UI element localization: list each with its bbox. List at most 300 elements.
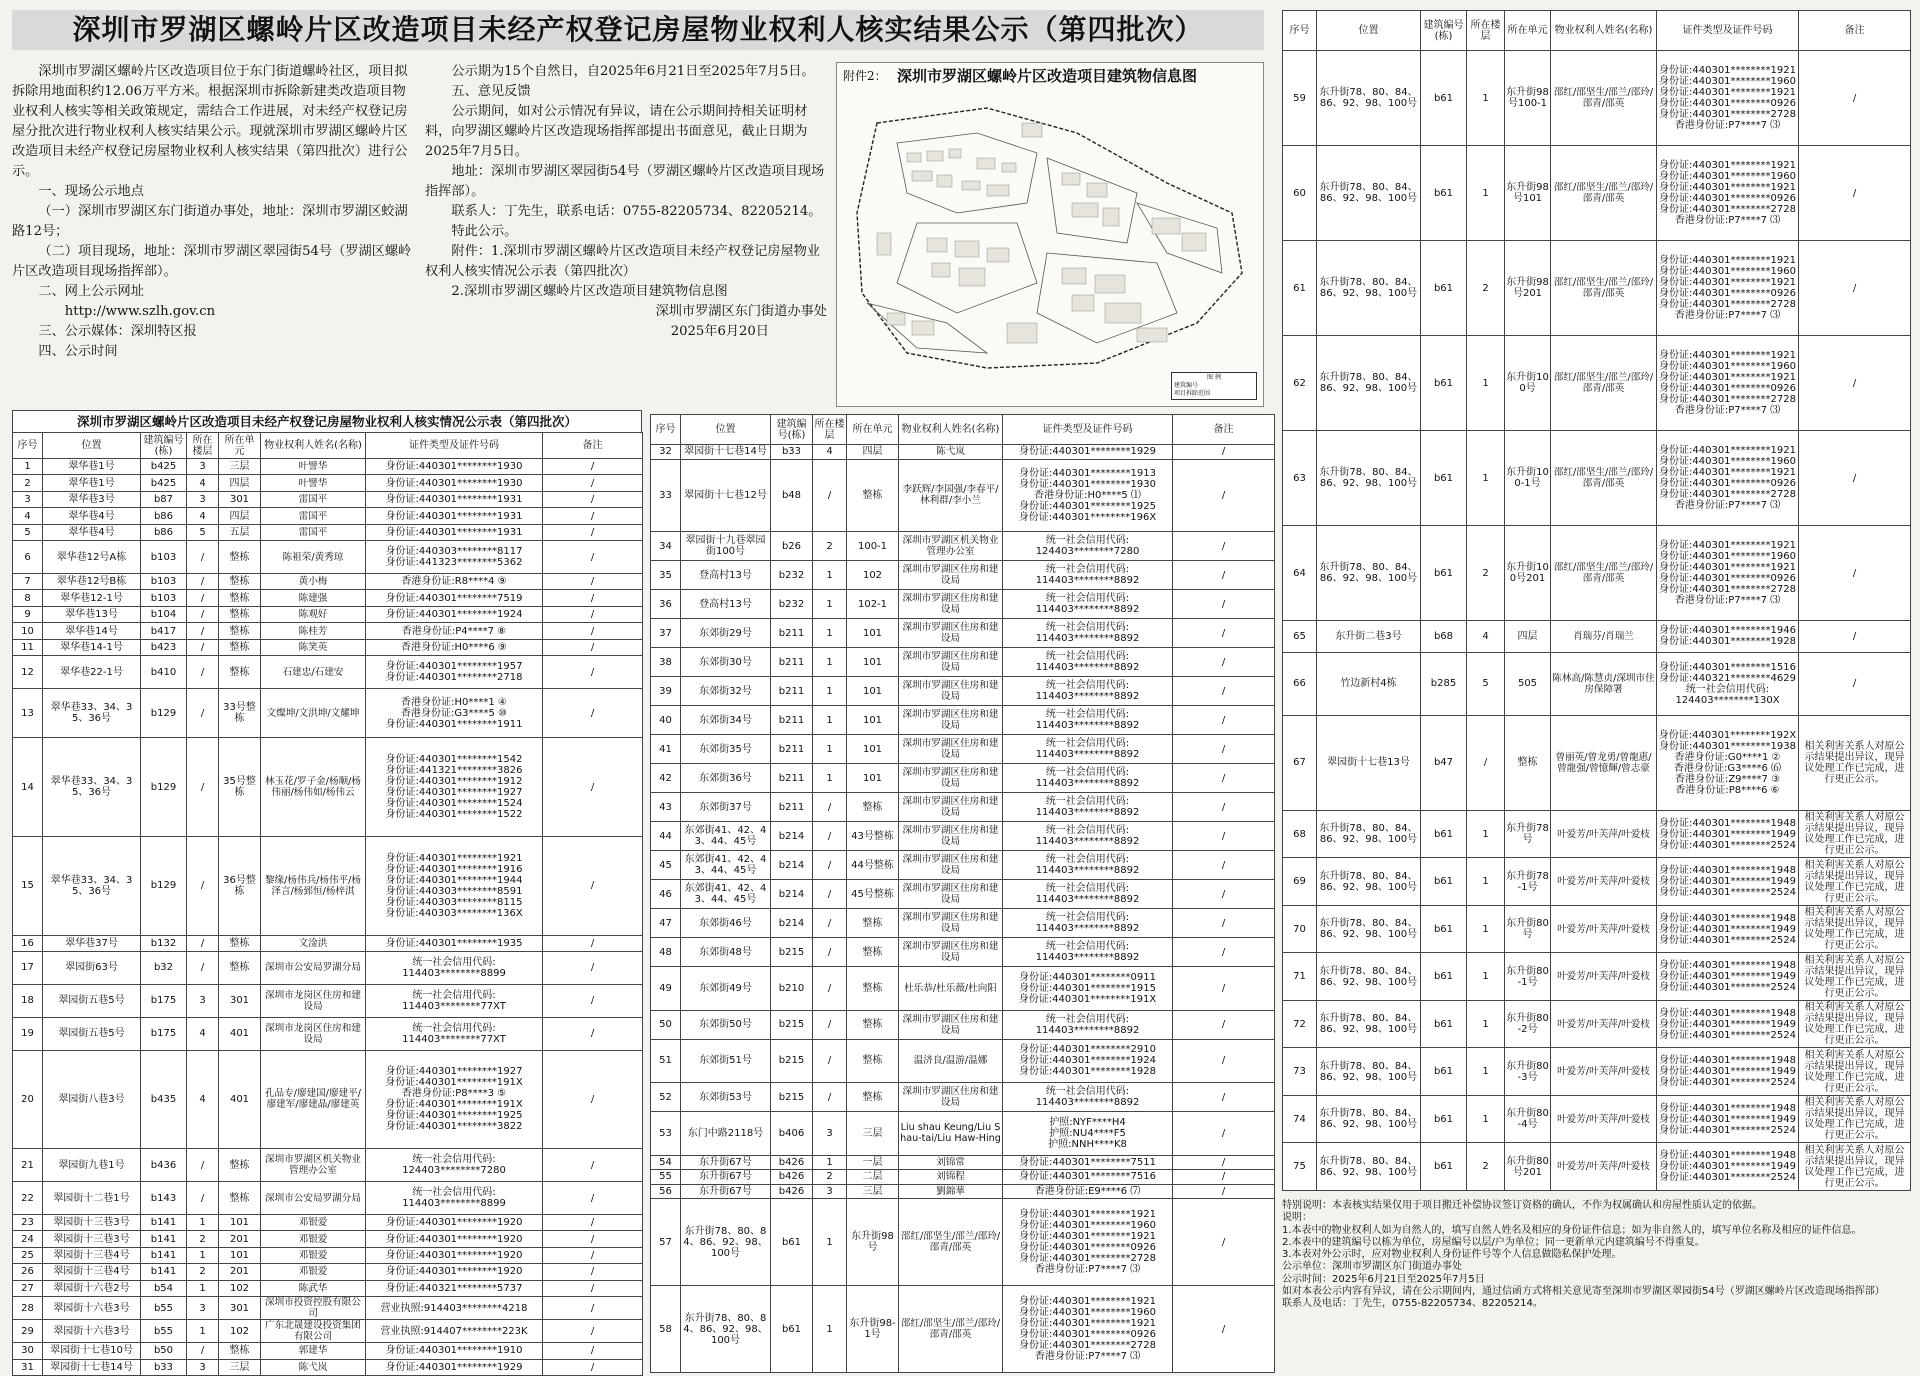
cell-unit [1505, 146, 1551, 241]
cell-unit [847, 1170, 899, 1185]
cell-line: 东升街78、80、84、86、92、98、100号 [1319, 870, 1418, 893]
cell-line: / [590, 477, 595, 489]
cell-unit [847, 764, 899, 793]
cell-id-number [366, 1297, 543, 1320]
cell-id-number [1003, 1112, 1173, 1156]
cell-line: 翠园街十七巷12号 [684, 489, 767, 501]
cell-floor [1467, 905, 1505, 953]
cell-line: 劉錦華 [936, 1185, 965, 1197]
cell-floor [187, 623, 219, 639]
cell-location [43, 984, 141, 1017]
cell-line: / [1221, 917, 1226, 929]
cell-owner [1551, 1000, 1657, 1048]
cell-line: 身份证:440301********1913 [1019, 467, 1156, 479]
cell-unit [219, 459, 261, 475]
cell-line: 东升街78号 [1506, 823, 1549, 846]
cell-id-number [1003, 532, 1173, 561]
cell-line: 6 [24, 551, 31, 563]
cell-floor [187, 475, 219, 491]
cell-seq [651, 851, 681, 880]
building-map-figure [836, 62, 1264, 407]
cell-floor [1467, 336, 1505, 431]
cell-line: 东郊街41、42、43、44、45号 [684, 883, 767, 905]
site-map [837, 63, 1265, 408]
cell-line: / [590, 962, 595, 974]
cell-building-code [771, 1199, 813, 1286]
cell-seq [13, 1297, 43, 1320]
cell-line: / [200, 625, 205, 637]
cell-line: 身份证:440301********1921 [1659, 87, 1796, 98]
cell-line: 身份证:440301********1948 [1659, 1007, 1796, 1019]
intro-middle-paragraph: 特此公示。 [451, 224, 518, 239]
cell-line: b211 [778, 627, 805, 639]
cell-seq [13, 837, 43, 936]
cell-location [43, 1214, 141, 1230]
cell-line: 翠园街十七巷14号 [684, 446, 767, 458]
table-caption: 深圳市罗湖区螺岭片区改造项目未经产权登记房屋物业权利人核实情况公示表（第四批次） [12, 410, 642, 432]
cell-line: / [1221, 1019, 1226, 1030]
cell-owner [899, 793, 1003, 822]
cell-line: / [1221, 1156, 1226, 1168]
cell-line: 深圳市投资控股有限公司 [265, 1297, 361, 1320]
table-row [651, 459, 1275, 532]
table-row [651, 532, 1275, 561]
cell-remarks [543, 1231, 643, 1247]
cell-floor [1467, 953, 1505, 1001]
cell-line: 深圳市罗湖区住房和建设局 [902, 1086, 999, 1108]
cell-line: b61 [1433, 1113, 1454, 1125]
cell-id-number [366, 738, 543, 837]
cell-location [681, 1112, 771, 1156]
cell-building-code [1421, 526, 1467, 621]
cell-line: 47 [659, 917, 672, 929]
cell-remarks [1173, 648, 1275, 677]
cell-unit [1505, 810, 1551, 858]
cell-line: 114403********8892 [1035, 720, 1140, 731]
cell-line: 整栋 [1517, 757, 1538, 769]
cell-unit [1505, 953, 1551, 1001]
cell-line: b61 [1433, 567, 1454, 579]
cell-line: / [590, 609, 595, 621]
cell-line: / [590, 494, 595, 506]
cell-line: / [1221, 685, 1226, 697]
cell-line: 71 [1293, 971, 1306, 983]
cell-location [43, 689, 141, 738]
cell-building-code [1421, 1143, 1467, 1191]
cell-seq [1283, 621, 1317, 653]
cell-owner [899, 1184, 1003, 1199]
cell-unit [847, 909, 899, 938]
cell-remarks [1799, 953, 1911, 1001]
cell-seq [13, 1359, 43, 1375]
cell-line: 身份证:440301********1931 [385, 526, 523, 538]
cell-line: 香港身份证:P7****7 ⑶ [1034, 1351, 1141, 1362]
cell-remarks [543, 524, 643, 540]
cell-line: 统一社会信用代码: [1045, 1086, 1130, 1097]
cell-line: b129 [150, 781, 177, 793]
cell-line: 刘锦常 [936, 1156, 965, 1168]
cell-line: 身份证:440301********2728 [1659, 489, 1796, 500]
table-row [13, 689, 643, 738]
cell-location [681, 764, 771, 793]
cell-owner [1551, 905, 1657, 953]
cell-line: / [200, 592, 205, 604]
cell-line: 统一社会信用代码: [1045, 796, 1130, 807]
cell-line: 身份证:440301********1916 [385, 863, 523, 875]
cell-floor [813, 735, 847, 764]
cell-line: 叶爱芳/叶芙萍/叶爱枝 [1557, 828, 1650, 840]
cell-line: 2 [1482, 282, 1489, 294]
cell-line: 香港身份证:H0****1 ④ [401, 696, 507, 708]
cell-line: 翠华巷12-1号 [60, 592, 123, 604]
cell-remarks [543, 738, 643, 837]
figure-title: 深圳市罗湖区螺岭片区改造项目建筑物信息图 [897, 67, 1198, 85]
cell-owner [899, 1112, 1003, 1156]
cell-line: 401 [229, 1093, 250, 1105]
cell-line: 1 [1482, 472, 1489, 484]
table-row [651, 1155, 1275, 1170]
cell-line: 身份证:440301********2524 [1659, 1029, 1796, 1041]
cell-line: 身份证:440301********1960 [1019, 1307, 1156, 1318]
cell-line: / [200, 1192, 205, 1204]
cell-remarks [1173, 619, 1275, 648]
cell-line: 东门中路2118号 [687, 1127, 764, 1139]
cell-line: 东升街78、80、84、86、92、98、100号 [1319, 277, 1418, 299]
cell-line: 114403********8892 [1035, 807, 1140, 818]
cell-seq [13, 1264, 43, 1280]
cell-line: 114403********8892 [1035, 691, 1140, 702]
cell-owner [899, 1010, 1003, 1039]
cell-line: 叶爱芳/叶芙萍/叶爱枝 [1557, 923, 1650, 935]
cell-id-number [1003, 1155, 1173, 1170]
cell-line: 杜乐恭/杜乐薇/杜向阳 [904, 982, 997, 994]
cell-line: 统一社会信用代码: [1045, 651, 1130, 662]
cell-line: 201 [229, 1266, 250, 1278]
cell-remarks [543, 475, 643, 491]
cell-line: / [590, 880, 595, 892]
cell-line: 身份证:440301********1925 [1019, 500, 1156, 512]
cell-owner [261, 1264, 366, 1280]
cell-unit [219, 1231, 261, 1247]
cell-line: 整栋 [862, 1091, 883, 1103]
cell-owner [261, 1017, 366, 1050]
cell-line: b214 [778, 917, 805, 929]
cell-remarks [1173, 1170, 1275, 1185]
cell-line: 身份证:441321********3826 [385, 765, 523, 777]
cell-building-code [141, 689, 187, 738]
cell-line: 身份证:440301********1930 [385, 477, 523, 489]
cell-line: 身份证:440301********2910 [1019, 1044, 1156, 1056]
cell-line: 东升街98号201 [1506, 277, 1549, 299]
cell-unit [847, 967, 899, 1011]
cell-line: / [1221, 598, 1226, 610]
cell-line: b87 [153, 494, 174, 506]
cell-line: 身份证:440301********1921 [1019, 1231, 1156, 1242]
intro-middle-paragraph: 公示期为15个自然日，自2025年6月21日至2025年7月5日。 [451, 64, 815, 79]
cell-remarks [1173, 735, 1275, 764]
cell-line: b86 [153, 526, 174, 538]
note-line: 1.本表中的物业权利人如为自然人的，填写自然人姓名及相应的身份证件信息；如为非自然人的，填写单位名称及相应的证件信息。 [1282, 1224, 1862, 1236]
header-floor: 所在楼层 [1467, 11, 1505, 51]
cell-line: 翠园街十七巷14号 [50, 1361, 133, 1373]
cell-seq [13, 1247, 43, 1263]
cell-location [1317, 1095, 1421, 1143]
cell-line: b61 [1433, 971, 1454, 983]
cell-line: 身份证:440301********2524 [1659, 934, 1796, 946]
cell-unit [219, 1359, 261, 1375]
cell-line: 整栋 [229, 1192, 250, 1204]
cell-unit [219, 1264, 261, 1280]
cell-line: 身份证:440301********1949 [1659, 1161, 1796, 1173]
cell-line: 身份证:440301********1960 [1659, 361, 1796, 372]
cell-remarks [543, 590, 643, 606]
cell-seq [651, 1286, 681, 1373]
cell-floor [187, 491, 219, 507]
cell-unit [219, 1017, 261, 1050]
cell-line: / [1221, 946, 1226, 958]
cell-building-code [141, 1182, 187, 1215]
cell-remarks [543, 1214, 643, 1230]
cell-owner [261, 935, 366, 951]
cell-owner [261, 656, 366, 689]
cell-line: 香港身份证:P7****7 ⑶ [1674, 310, 1781, 321]
header-building-code: 建筑编号(栋) [1421, 11, 1467, 51]
cell-unit [219, 738, 261, 837]
cell-line: 27 [21, 1282, 34, 1294]
cell-owner [261, 639, 366, 655]
cell-building-code [141, 1050, 187, 1149]
cell-floor [813, 909, 847, 938]
cell-line: 身份证:440301********1948 [1659, 912, 1796, 924]
cell-line: 2 [1482, 567, 1489, 579]
cell-line: 身份证:440301********1949 [1659, 1018, 1796, 1030]
cell-line: 101 [862, 656, 883, 668]
cell-line: 翠华巷1号 [68, 477, 115, 489]
cell-remarks [1173, 938, 1275, 967]
cell-line: b32 [153, 962, 174, 974]
cell-remarks [543, 541, 643, 574]
table-row [13, 1214, 643, 1230]
cell-id-number [366, 1231, 543, 1247]
cell-line: b211 [778, 743, 805, 755]
cell-floor [813, 459, 847, 532]
cell-id-number [1657, 905, 1799, 953]
cell-line: 五层 [229, 526, 250, 538]
header-owner: 物业权利人姓名(名称) [899, 415, 1003, 445]
table-row [1283, 526, 1911, 621]
cell-line: 身份证:440301********1928 [1659, 636, 1796, 648]
cell-line: / [200, 551, 205, 563]
cell-line: 深圳市罗湖区住房和建设局 [902, 709, 999, 731]
header-location: 位置 [1317, 11, 1421, 51]
cell-line: 统一社会信用代码: [412, 989, 496, 1001]
cell-line: 1 [24, 461, 31, 473]
cell-id-number [1003, 1010, 1173, 1039]
cell-floor [187, 524, 219, 540]
cell-seq [651, 677, 681, 706]
cell-line: 身份证:440301********1949 [1659, 876, 1796, 888]
table-row [13, 1264, 643, 1280]
cell-seq [651, 764, 681, 793]
cell-seq [13, 1050, 43, 1149]
cell-line: 15 [21, 880, 34, 892]
cell-line: 28 [21, 1302, 34, 1314]
cell-line: 3 [826, 1185, 833, 1197]
cell-owner [261, 508, 366, 524]
cell-line: 翠华巷1号 [68, 461, 115, 473]
table-row [1283, 858, 1911, 906]
cell-owner [899, 532, 1003, 561]
cell-building-code [1421, 336, 1467, 431]
cell-owner [261, 984, 366, 1017]
cell-id-number [1003, 1199, 1173, 1286]
cell-line: 相关利害关系人对原公示结果提出异议，现异议处理工作已完成，进行更正公示。 [1804, 1097, 1905, 1142]
cell-remarks [543, 1264, 643, 1280]
cell-line: 114403********8892 [1035, 1097, 1140, 1108]
cell-remarks [543, 1359, 643, 1375]
cell-building-code [1421, 905, 1467, 953]
cell-line: 东升街78、80、84、86、92、98、100号 [1319, 87, 1418, 109]
cell-seq [651, 532, 681, 561]
cell-line: 身份证:440301********2728 [1659, 584, 1796, 595]
cell-building-code [771, 764, 813, 793]
cell-line: 深圳市龙岗区住房和建设局 [265, 989, 361, 1012]
cell-line: 翠华巷13号 [65, 609, 118, 621]
cell-line: 114403********8892 [1035, 836, 1140, 847]
cell-line: 身份证:440301********2728 [1019, 1340, 1156, 1351]
cell-line: b48 [781, 489, 802, 501]
cell-line: 黎缘/杨伟兵/杨伟平/杨泽言/杨郅恒/杨梓淇 [264, 874, 362, 897]
cell-line: 身份证:440301********0926 [1659, 573, 1796, 584]
cell-id-number [1657, 1048, 1799, 1096]
cell-line: 身份证:440303********8117 [385, 546, 523, 558]
cell-line: 四层 [1517, 630, 1538, 642]
cell-owner [261, 1149, 366, 1182]
cell-floor [813, 764, 847, 793]
cell-line: / [1221, 446, 1226, 458]
cell-owner [261, 1343, 366, 1359]
cell-line: / [590, 1345, 595, 1357]
cell-line: 身份证:440301********1920 [385, 1217, 523, 1229]
cell-line: 东升街67号 [699, 1171, 752, 1183]
cell-line: 19 [21, 1028, 34, 1040]
cell-line: b410 [150, 666, 177, 678]
cell-id-number [1657, 431, 1799, 526]
cell-building-code [771, 1112, 813, 1156]
cell-line: 东郊街37号 [699, 801, 752, 813]
cell-location [1317, 526, 1421, 621]
cell-remarks [543, 459, 643, 475]
cell-seq [1283, 241, 1317, 336]
cell-building-code [141, 1320, 187, 1343]
cell-floor [187, 1231, 219, 1247]
cell-line: 29 [21, 1325, 34, 1337]
cell-owner [261, 590, 366, 606]
cell-line: 香港身份证:G3****5 ⑩ [401, 707, 507, 719]
intro-middle-paragraph: 地址：深圳市罗湖区翠园街54号（罗湖区螺岭片区改造项目现场指挥部）。 [425, 164, 825, 199]
cell-seq [13, 606, 43, 622]
cell-unit [1505, 51, 1551, 146]
header-unit: 所在单元 [1505, 11, 1551, 51]
cell-seq [13, 1280, 43, 1296]
cell-line: 身份证:440301********1949 [1659, 1113, 1796, 1125]
header-unit: 所在单元 [219, 433, 261, 459]
cell-line: 深圳市罗湖区住房和建设局 [902, 738, 999, 760]
header-floor: 所在楼层 [187, 433, 219, 459]
table-row [1283, 621, 1911, 653]
cell-line: b215 [778, 1019, 805, 1030]
cell-line: 身份证:440301********1929 [385, 1361, 523, 1373]
cell-line: 香港身份证:P7****7 ⑶ [1034, 1264, 1141, 1275]
cell-unit [219, 935, 261, 951]
cell-remarks [543, 1247, 643, 1263]
cell-line: 505 [1517, 678, 1538, 690]
cell-line: 12 [21, 666, 34, 678]
cell-line: 统一社会信用代码: [412, 1022, 496, 1034]
cell-location [43, 1280, 141, 1296]
cell-id-number [366, 1280, 543, 1296]
cell-line: 身份证:440301********1931 [385, 494, 523, 506]
cell-building-code [1421, 953, 1467, 1001]
cell-line: / [590, 576, 595, 588]
cell-line: b175 [150, 995, 177, 1007]
table-row [1283, 715, 1911, 810]
cell-line: 2 [826, 540, 833, 552]
cell-line: 身份证:440301********1928 [1019, 1066, 1156, 1078]
table-row [651, 1112, 1275, 1156]
cell-line: 31 [21, 1361, 34, 1373]
cell-line: 5 [24, 526, 31, 538]
cell-line: / [1221, 1236, 1226, 1248]
cell-line: 5 [199, 526, 206, 538]
cell-seq [1283, 715, 1317, 810]
cell-line: 陈武华 [298, 1282, 328, 1294]
cell-unit [219, 623, 261, 639]
cell-line: b61 [1433, 828, 1454, 840]
cell-seq [1283, 1143, 1317, 1191]
cell-line: 1 [1482, 971, 1489, 983]
cell-line: 东升街98-1号 [849, 1318, 896, 1340]
cell-building-code [141, 1359, 187, 1375]
cell-line: 身份证:440301********1948 [1659, 960, 1796, 972]
cell-seq [651, 909, 681, 938]
cell-remarks [543, 1149, 643, 1182]
rights-table-part-1 [12, 432, 643, 1376]
cell-seq [1283, 652, 1317, 715]
table-row [1283, 51, 1911, 146]
cell-line: / [200, 642, 205, 654]
cell-seq [13, 738, 43, 837]
cell-owner [1551, 953, 1657, 1001]
cell-line: b210 [778, 982, 805, 994]
cell-line: / [1221, 569, 1226, 581]
cell-remarks [1799, 1048, 1911, 1096]
cell-line: / [1221, 830, 1226, 842]
table-row [13, 656, 643, 689]
cell-line: / [590, 1217, 595, 1229]
cell-id-number [366, 1050, 543, 1149]
cell-seq [651, 561, 681, 590]
cell-unit [219, 508, 261, 524]
cell-floor [187, 508, 219, 524]
cell-line: b141 [150, 1250, 177, 1262]
cell-line: 东升街100号201 [1506, 562, 1549, 584]
cell-line: 东郊街29号 [699, 627, 752, 639]
cell-seq [1283, 858, 1317, 906]
cell-line: 67 [1293, 757, 1306, 769]
figure-label: 附件2： [843, 69, 887, 83]
cell-line: / [1852, 567, 1857, 579]
